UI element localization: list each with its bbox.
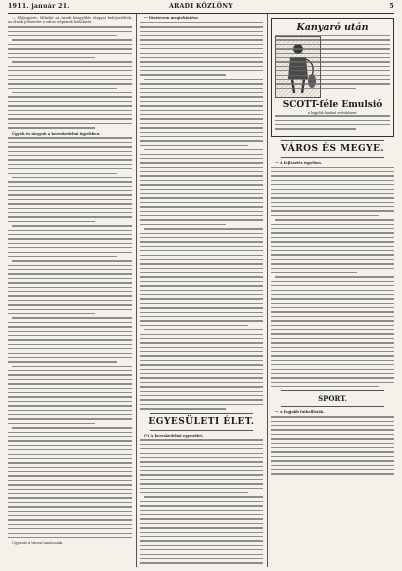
issue-date: 1911. január 21.: [8, 3, 70, 10]
section-subheading: — A fejlesztés ügyében.: [275, 160, 323, 165]
advertisement: [271, 18, 394, 137]
section-subheading: (*) A kereskedelmi egyesület.: [144, 433, 204, 438]
masthead-rule: [8, 13, 394, 14]
section-rule: [150, 430, 253, 431]
section-rule: [150, 413, 253, 414]
ad-brand: SCOTT-féle Emulsió: [282, 100, 383, 110]
masthead: [8, 3, 394, 13]
section-rule: [281, 157, 384, 158]
article-body: [271, 416, 394, 474]
section-subheading: — A legjobb futballisták.: [275, 410, 325, 415]
section-heading: SPORT.: [318, 394, 347, 404]
right-column: [271, 16, 394, 567]
article-body: [140, 439, 263, 567]
article-body: [8, 26, 132, 128]
section-rule: [281, 406, 384, 407]
left-column: [8, 16, 132, 567]
article-body: [8, 137, 132, 538]
ad-title: Kanyaró után: [296, 22, 369, 33]
article-lead: — Előjegyzés. Mihelyt az Aradi közgyűlés tárgyai befejeződtek, az elnök jelentette a város népének hódolatát.: [8, 16, 132, 25]
paper-title: ARADI KÖZLÖNY: [169, 3, 233, 10]
section-heading: VÁROS ÉS MEGYE.: [280, 143, 385, 154]
middle-column: [140, 16, 263, 567]
ad-tagline: a legjobb hatású erősítőszer.: [307, 111, 358, 115]
article-footer-line: Ugyanis a városi tanácsnak.: [12, 541, 64, 546]
column-divider: [136, 14, 137, 567]
page-number: 5: [389, 3, 394, 10]
article-body: [271, 167, 394, 388]
ad-text: [275, 115, 390, 130]
section-rule: [281, 390, 384, 391]
article-body: [140, 22, 263, 410]
article-lead: — Díszterem megtekintése.: [144, 16, 200, 20]
article-section-heading: Ügyek és tárgyak a kereskedelmi ügyekben.: [12, 131, 101, 136]
section-rule: [281, 140, 384, 141]
column-divider: [267, 14, 268, 567]
section-heading: EGYESÜLETI ÉLET.: [148, 416, 255, 427]
